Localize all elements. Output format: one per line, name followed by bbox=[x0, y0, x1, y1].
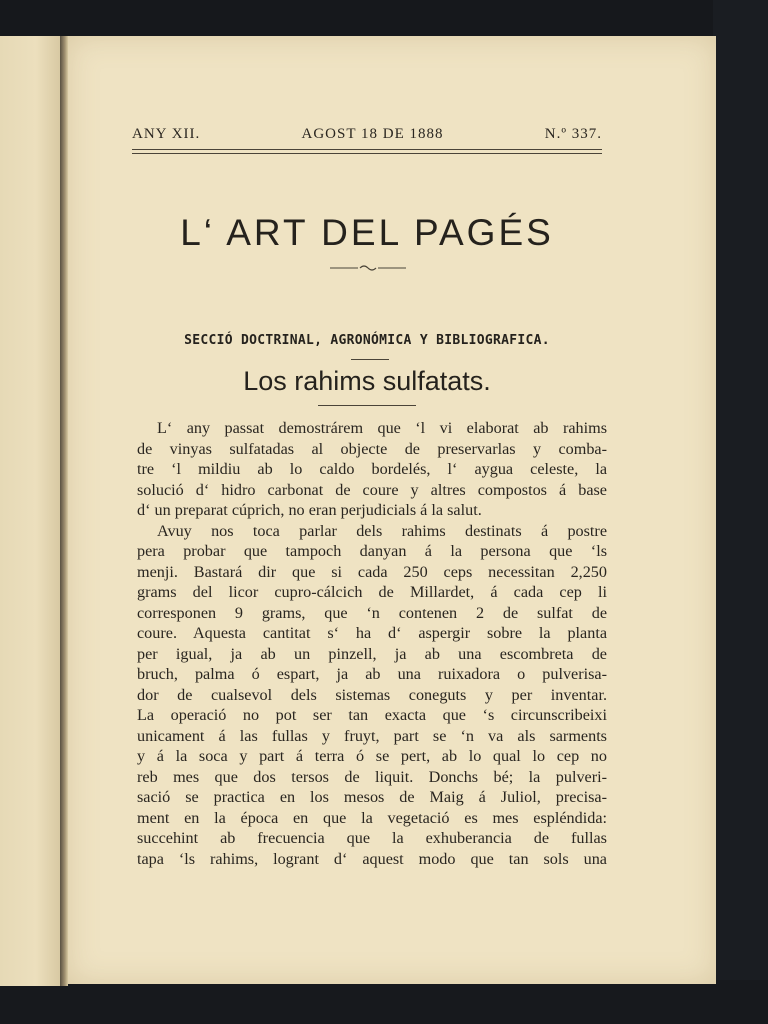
body-line: solució d‘ hidro carbonat de coure y altres compostos á base bbox=[137, 480, 607, 499]
body-line: grams del licor cupro-cálcich de Millardet, á cada cep li bbox=[137, 583, 607, 601]
body-line: d‘ un preparat cúprich, no eran perjudicials á la salut. bbox=[137, 501, 482, 519]
scan-background-right bbox=[713, 0, 768, 1024]
volume-label: ANY XII. bbox=[132, 126, 201, 142]
book-gutter bbox=[60, 36, 68, 986]
section-rule bbox=[351, 359, 389, 360]
issue-date: AGOST 18 DE 1888 bbox=[301, 126, 444, 142]
journal-masthead: L‘ ART DEL PAGÉS bbox=[180, 212, 554, 253]
body-line: corresponen 9 grams, que ‘n contenen 2 de sulfat de bbox=[137, 603, 607, 622]
body-line: y á la soca y part á terra ó se pert, ab lo qual lo cep no bbox=[137, 747, 607, 765]
body-line: La operació no pot ser tan exacta que ‘s circunscribeixi bbox=[137, 706, 607, 724]
issue-number: N.º 337. bbox=[544, 126, 602, 142]
scan-background-top bbox=[0, 0, 768, 38]
article-title: Los rahims sulfatats. bbox=[243, 366, 491, 396]
body-line: unicament á las fullas y fruyt, part se ‘n va als sarments bbox=[137, 726, 607, 745]
masthead-ornament bbox=[330, 262, 406, 272]
left-page-edge bbox=[0, 36, 62, 986]
scan-background-bottom bbox=[0, 980, 768, 1024]
article-body bbox=[137, 418, 607, 869]
body-line: succehint ab frecuencia que la exhuberancia de fullas bbox=[137, 829, 607, 847]
body-line: Avuy nos toca parlar dels rahims destinats á postre bbox=[157, 521, 607, 540]
body-line: de vinyas sulfatadas al objecte de preservarlas y comba- bbox=[137, 439, 607, 458]
section-heading: SECCIÓ DOCTRINAL, AGRONÓMICA Y BIBLIOGRAFICA. bbox=[184, 333, 550, 348]
body-line: sació se practica en los mesos de Maig á Juliol, precisa- bbox=[137, 788, 607, 806]
body-line: menji. Bastará dir que si cada 250 ceps necessitan 2,250 bbox=[137, 562, 607, 581]
body-line: pera probar que tampoch danyan á la persona que ‘ls bbox=[137, 542, 607, 560]
body-line: L‘ any passat demostrárem que ‘l vi elaborat ab rahims bbox=[157, 419, 607, 437]
body-line: per igual, ja ab un pinzell, ja ab una escombreta de bbox=[137, 644, 607, 663]
body-line: dor de cualsevol dels sistemas coneguts y per inventar. bbox=[137, 685, 607, 704]
body-line: coure. Aquesta cantitat s‘ ha d‘ aspergir sobre la planta bbox=[137, 624, 607, 642]
title-rule bbox=[318, 405, 416, 406]
running-header bbox=[132, 126, 602, 143]
body-line: ment en la época en que la vegetació es mes espléndida: bbox=[137, 808, 607, 827]
body-line: tre ‘l mildiu ab lo caldo bordelés, l‘ aygua celeste, la bbox=[137, 460, 607, 478]
body-line: tapa ‘ls rahims, logrant d‘ aquest modo que tan sols una bbox=[137, 849, 607, 868]
header-double-rule bbox=[132, 149, 602, 154]
body-line: reb mes que dos tersos de liquit. Donchs bé; la pulveri- bbox=[137, 767, 607, 786]
body-line: bruch, palma ó espart, ja ab una ruixadora o pulverisa- bbox=[137, 665, 607, 683]
